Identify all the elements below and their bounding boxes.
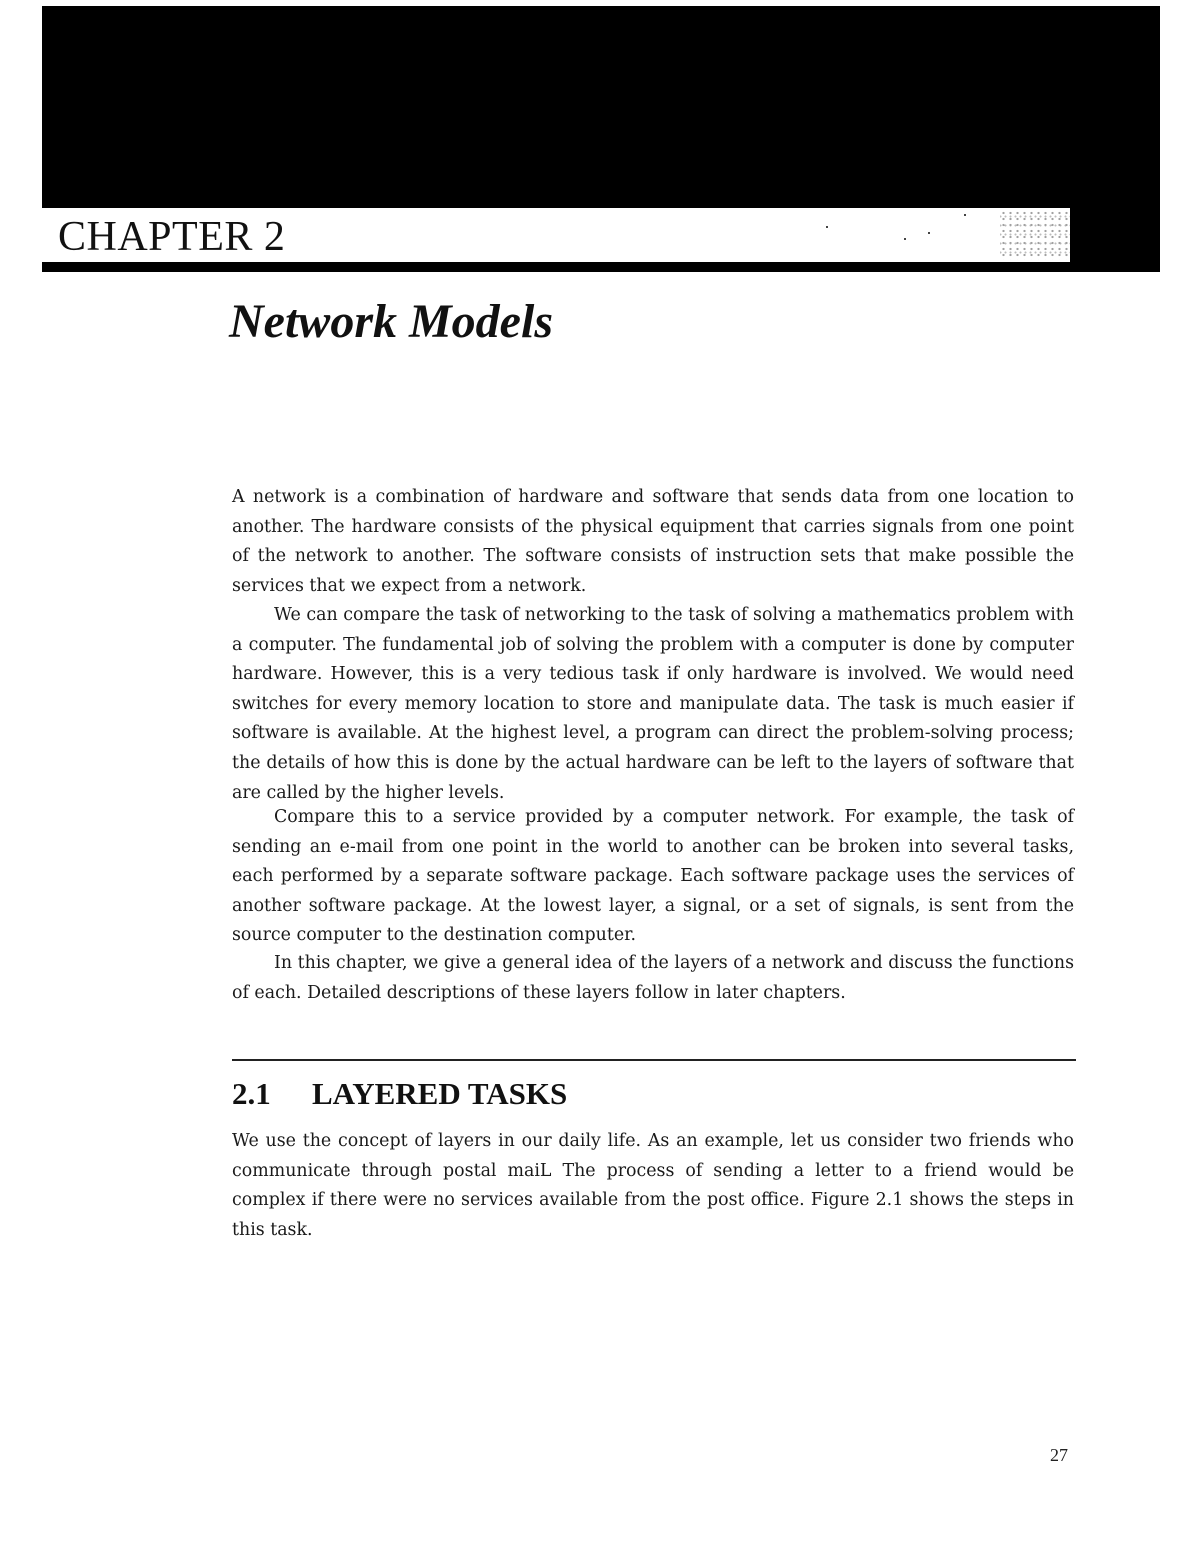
chapter-rule (42, 262, 1160, 272)
intro-paragraph-1: A network is a combination of hardware and software that sends data from one location to another. The hardware consists of the physical equipment that carries signals from one point of the network to another. The software consists of instruction sets that make possible the services that we expect from a network. (232, 487, 1074, 596)
chapter-header-banner (42, 6, 1160, 208)
scan-noise (1000, 210, 1070, 260)
section-rule (232, 1059, 1076, 1061)
section-title: LAYERED TASKS (312, 1076, 568, 1111)
section-number: 2.1 (232, 1076, 271, 1111)
scan-speck (928, 232, 930, 234)
chapter-title: Network Models (229, 295, 553, 348)
section-heading (232, 1072, 567, 1116)
scan-speck (964, 214, 966, 216)
page-number: 27 (1050, 1445, 1068, 1465)
intro-paragraph-3: Compare this to a service provided by a computer network. For example, the task of sending an e-mail from one point in the world to another can be broken into several tasks, each performed by a separate software package. Each software package uses the services of another software package. At the lowest layer, a signal, or a set of signals, is sent from the source computer to the destination computer. (232, 807, 1074, 946)
intro-paragraph-2: We can compare the task of networking to the task of solving a mathematics problem with a computer. The fundamental job of solving the problem with a computer is done by computer hardware. However, this is a very tedious task if only hardware is involved. We would need switches for every memory location to store and manipulate data. The task is much easier if software is available. At the highest level, a program can direct the problem-solving process; the details of how this is done by the actual hardware can be left to the layers of software that are called by the higher levels. (232, 605, 1074, 803)
scan-speck (904, 238, 906, 240)
chapter-label: CHAPTER 2 (58, 214, 286, 260)
scan-speck (826, 226, 828, 228)
section-paragraph: We use the concept of layers in our daily life. As an example, let us consider two friends who communicate through postal maiL The process of sending a letter to a friend would be complex if there were no services available from the post office. Figure 2.1 shows the steps in this task. (232, 1131, 1074, 1240)
intro-paragraph-4: In this chapter, we give a general idea of the layers of a network and discuss the functions of each. Detailed descriptions of these layers follow in later chapters. (232, 953, 1074, 1003)
